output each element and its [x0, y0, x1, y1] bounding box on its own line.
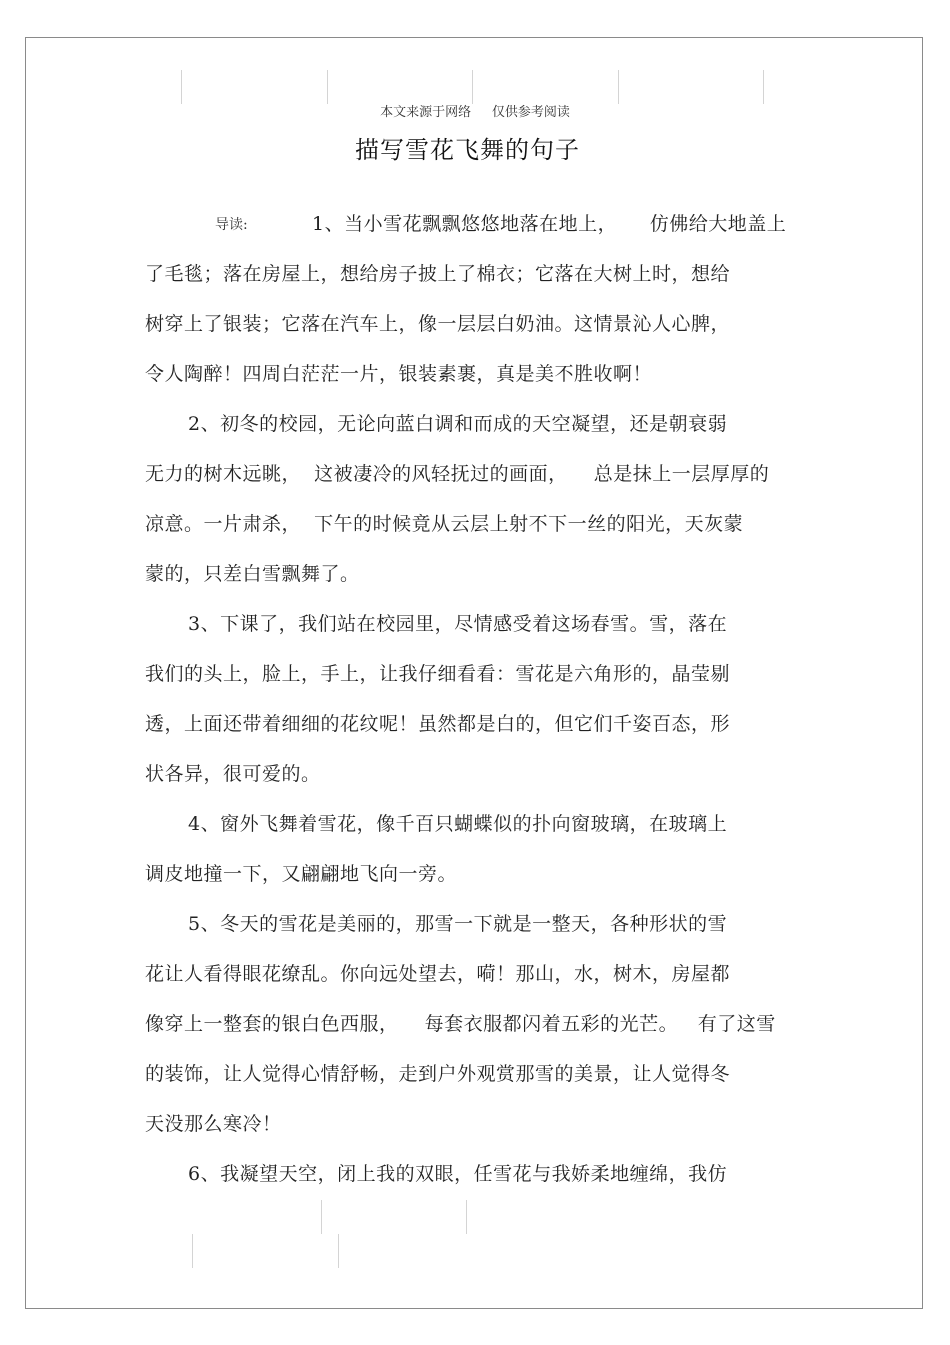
paragraph-line: 6、我凝望天空，闭上我的双眼，任雪花与我娇柔地缠绵，我仿 [188, 1163, 728, 1185]
scan-mark [327, 70, 328, 104]
paragraph-line: 调皮地撞一下，又翩翩地飞向一旁。 [145, 863, 458, 885]
scan-mark [763, 70, 764, 104]
paragraph-line: 4、窗外飞舞着雪花，像千百只蝴蝶似的扑向窗玻璃，在玻璃上 [188, 813, 728, 835]
paragraph-line: 无力的树木远眺， 这被凄冷的风轻抚过的画面， 总是抹上一层厚厚的 [145, 463, 770, 485]
paragraph-line: 的装饰，让人觉得心情舒畅，走到户外观赏那雪的美景，让人觉得冬 [145, 1063, 731, 1085]
intro-label: 导读: [215, 217, 248, 233]
paragraph-line: 透，上面还带着细细的花纹呢！虽然都是白的，但它们千姿百态，形 [145, 713, 731, 735]
paragraph-line: 1、当小雪花飘飘悠悠地落在地上， 仿佛给大地盖上 [312, 213, 787, 235]
paragraph-line: 花让人看得眼花缭乱。你向远处望去，嗬！那山，水，树木，房屋都 [145, 963, 731, 985]
scan-mark [618, 70, 619, 104]
paragraph-line: 蒙的，只差白雪飘舞了。 [145, 563, 360, 585]
scan-mark [472, 70, 473, 104]
scan-mark [321, 1200, 322, 1234]
scan-mark [338, 1234, 339, 1268]
scan-mark [192, 1234, 193, 1268]
paragraph-line: 2、初冬的校园，无论向蓝白调和而成的天空凝望，还是朝衰弱 [188, 413, 728, 435]
paragraph-line: 状各异，很可爱的。 [145, 763, 321, 785]
paragraph-line: 我们的头上，脸上，手上，让我仔细看看：雪花是六角形的，晶莹剔 [145, 663, 731, 685]
paragraph-line: 天没那么寒冷！ [145, 1113, 282, 1135]
page-title: 描写雪花飞舞的句子 [355, 136, 580, 164]
paragraph-line: 了毛毯；落在房屋上，想给房子披上了棉衣；它落在大树上时，想给 [145, 263, 731, 285]
paragraph-line: 凉意。一片肃杀， 下午的时候竟从云层上射不下一丝的阳光，天灰蒙 [145, 513, 744, 535]
paragraph-line: 像穿上一整套的银白色西服， 每套衣服都闪着五彩的光芒。 有了这雪 [145, 1013, 776, 1035]
paragraph-line: 3、下课了，我们站在校园里，尽情感受着这场春雪。雪，落在 [188, 613, 728, 635]
paragraph-line: 令人陶醉！四周白茫茫一片，银装素裹，真是美不胜收啊！ [145, 363, 653, 385]
paragraph-line: 5、冬天的雪花是美丽的，那雪一下就是一整天，各种形状的雪 [188, 913, 728, 935]
scan-mark [466, 1200, 467, 1234]
scan-mark [181, 70, 182, 104]
header-note: 本文来源于网络 仅供参考阅读 [380, 105, 570, 120]
paragraph-line: 树穿上了银装；它落在汽车上，像一层层白奶油。这情景沁人心脾， [145, 313, 731, 335]
